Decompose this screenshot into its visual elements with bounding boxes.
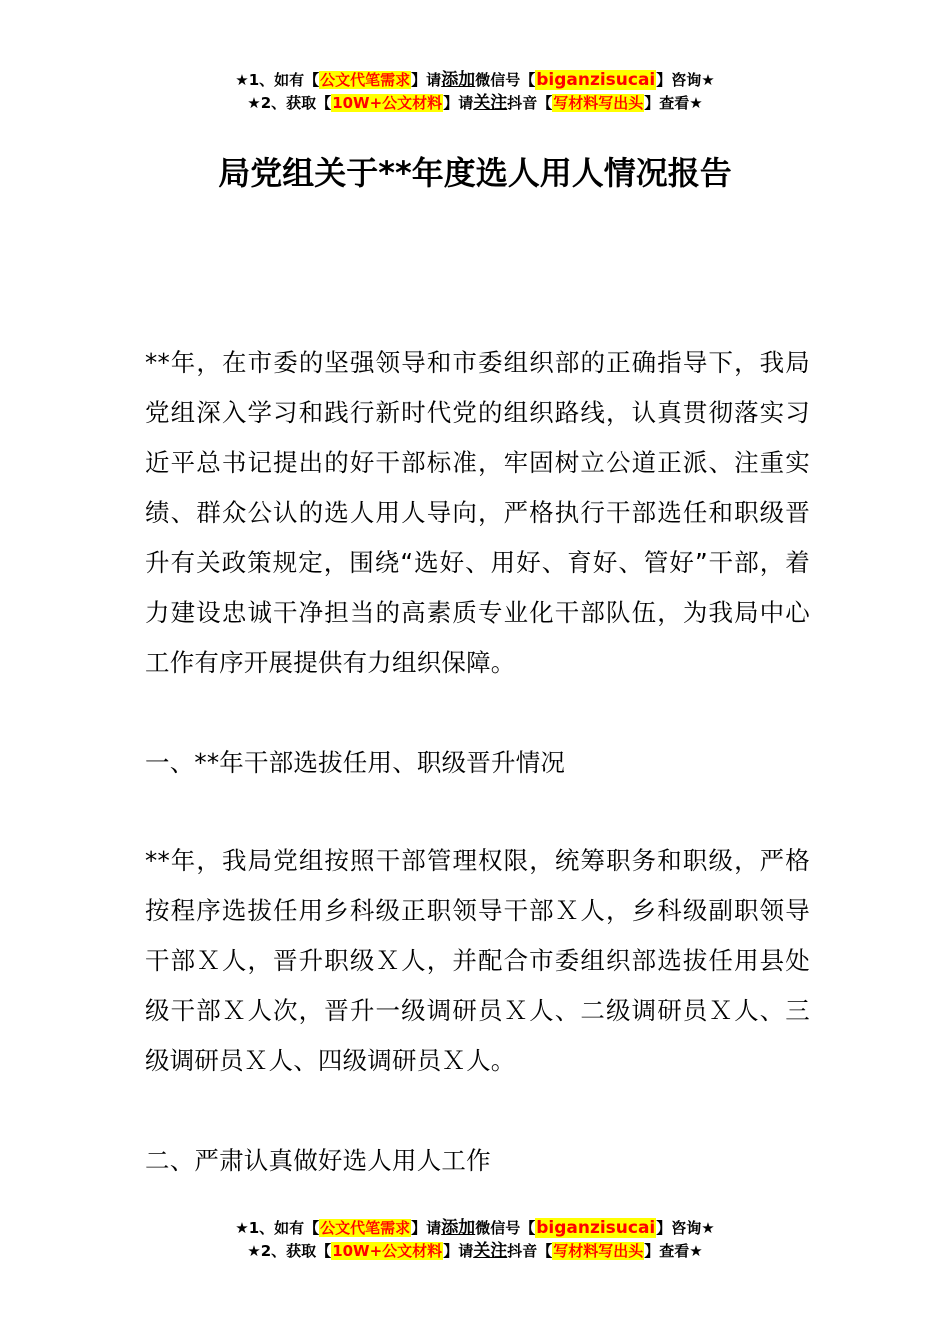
intro-paragraph: **年，在市委的坚强领导和市委组织部的正确指导下，我局党组深入学习和践行新时代党的组织路线，认真贯彻落实习近平总书记提出的好干部标准，牢固树立公道正派、注重实绩、群众公认的选人用人导向，严格执行干部选任和职级晋升有关政策规定，围绕“选好、用好、育好、管好”干部，着力建设忠诚干净担当的高素质专业化干部队伍，为我局中心工作有序开展提供有力组织保障。 — [145, 348, 810, 677]
promo-text: 】咨询★ — [656, 71, 715, 89]
promo-text: 微信号【 — [475, 1219, 536, 1237]
promo-line-1 — [0, 1217, 950, 1240]
douyin-account: 写材料写出头 — [553, 94, 644, 112]
promo-text: 微信号【 — [475, 71, 536, 89]
promo-emphasis: 关注 — [473, 93, 508, 113]
document-title: 局党组关于**年度选人用人情况报告 — [218, 154, 732, 192]
wechat-id: biganzisucai — [536, 1218, 656, 1238]
promo-text: 】请 — [411, 71, 442, 89]
promo-line-2 — [0, 92, 950, 115]
promo-emphasis: 添加 — [441, 1218, 476, 1238]
promo-text: 】请 — [443, 1242, 474, 1260]
promo-text: ★2、获取【 — [247, 94, 332, 112]
promo-text: 抖音【 — [507, 94, 553, 112]
section-1-paragraph: **年，我局党组按照干部管理权限，统筹职务和职级，严格按程序选拔任用乡科级正职领导干部Ｘ人，乡科级副职领导干部Ｘ人，晋升职级Ｘ人，并配合市委组织部选拔任用县处级干部Ｘ人次，晋升一级调研员Ｘ人、二级调研员Ｘ人、三级调研员Ｘ人、四级调研员Ｘ人。 — [145, 846, 810, 1075]
promo-highlight: 10W+公文材料 — [332, 1242, 443, 1260]
promo-line-2 — [0, 1240, 950, 1263]
promo-text: ★2、获取【 — [247, 1242, 332, 1260]
promo-highlight: 公文代笔需求 — [320, 1219, 411, 1237]
promo-text: 抖音【 — [507, 1242, 553, 1260]
promo-text: 】查看★ — [644, 1242, 703, 1260]
promo-emphasis: 添加 — [441, 70, 476, 90]
promo-highlight: 公文代笔需求 — [320, 71, 411, 89]
promo-text: 】请 — [443, 94, 474, 112]
promo-text: 】请 — [411, 1219, 442, 1237]
promo-text: 】查看★ — [644, 94, 703, 112]
promo-footer — [0, 1217, 950, 1263]
douyin-account: 写材料写出头 — [553, 1242, 644, 1260]
promo-text: 】咨询★ — [656, 1219, 715, 1237]
promo-emphasis: 关注 — [473, 1241, 508, 1261]
section-heading-1: 一、**年干部选拔任用、职级晋升情况 — [145, 748, 566, 777]
promo-text: ★1、如有【 — [235, 1219, 320, 1237]
promo-text: ★1、如有【 — [235, 71, 320, 89]
promo-highlight: 10W+公文材料 — [332, 94, 443, 112]
section-heading-2: 二、严肃认真做好选人用人工作 — [145, 1146, 491, 1175]
promo-header — [0, 69, 950, 115]
promo-line-1 — [0, 69, 950, 92]
wechat-id: biganzisucai — [536, 70, 656, 90]
